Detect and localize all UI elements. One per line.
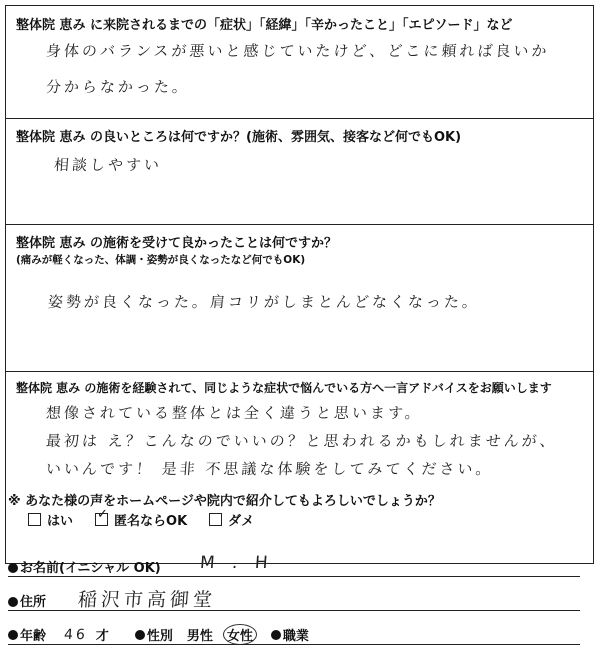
answer-4-line-1: 想像されている整体とは全く違うと思います。 [45, 404, 424, 422]
answer-2-line-1: 相談しやすい [53, 156, 163, 174]
age-value: 46 [63, 626, 89, 643]
address-label: 住所 [20, 595, 47, 610]
checkbox-checked-icon[interactable] [95, 513, 108, 526]
bullet-icon [8, 597, 18, 607]
address-value: 稲沢市高御堂 [77, 589, 217, 611]
gender-option-male[interactable]: 男性 [186, 629, 213, 644]
section-divider [6, 371, 593, 372]
name-label: お名前(イニシャル OK) [20, 561, 161, 576]
consent-option-label: ダメ [228, 514, 255, 529]
underline [8, 610, 580, 611]
question-1: 整体院 恵み に来院されるまでの「症状」「経緯」「辛かったこと」「エピソード」など [16, 18, 513, 33]
age-unit: 才 [95, 629, 109, 644]
answer-4-line-3: いいんです！ 是非 不思議な体験をしてみてください。 [45, 460, 495, 478]
consent-question: ※ あなた様の声をホームページや院内で紹介してもよろしいでしょうか？ [8, 494, 441, 509]
consent-option-label: 匿名ならOK [114, 514, 188, 529]
bullet-icon [271, 630, 281, 640]
testimonial-form [5, 5, 594, 564]
consent-option-no[interactable] [209, 510, 254, 529]
gender-option-female-selected[interactable]: 女性 [223, 624, 257, 645]
age-label: 年齢 [20, 629, 47, 644]
underline [8, 576, 580, 577]
answer-1-line-1: 身体のバランスが悪いと感じていたけど、どこに頼れば良いか [45, 42, 551, 60]
section-divider [6, 224, 593, 225]
question-3-subtext: (痛みが軽くなった、体調・姿勢が良くなったなど何でもOK) [16, 254, 306, 266]
checkbox-icon[interactable] [209, 513, 222, 526]
bullet-icon [8, 563, 18, 573]
underline [8, 644, 580, 645]
checkbox-icon[interactable] [28, 513, 41, 526]
consent-options [28, 510, 254, 529]
question-4: 整体院 恵み の施術を経験されて、同じような症状で悩んでいる方へ一言アドバイスをお願いします [16, 381, 552, 395]
consent-option-yes[interactable] [28, 510, 73, 529]
consent-option-anonymous[interactable] [95, 510, 187, 529]
answer-4-line-2: 最初は え？こんなのでいいの？と思われるかもしれませんが、 [45, 432, 559, 450]
bullet-icon [8, 630, 18, 640]
name-value: M . H [199, 553, 275, 573]
question-3: 整体院 恵み の施術を受けて良かったことは何ですか？ [16, 236, 338, 251]
name-field [8, 557, 161, 576]
demographics-row [8, 624, 309, 645]
occupation-label: 職業 [282, 629, 309, 644]
answer-3-line-1: 姿勢が良くなった。肩コリがしまとんどなくなった。 [47, 293, 481, 311]
answer-1-line-2: 分からなかった。 [45, 78, 191, 96]
question-2: 整体院 恵み の良いところは何ですか？(施術、雰囲気、接客など何でもOK) [16, 130, 462, 145]
address-field [8, 591, 46, 610]
gender-label: 性別 [146, 629, 173, 644]
consent-option-label: はい [47, 514, 74, 529]
section-divider [6, 118, 593, 119]
bullet-icon [135, 630, 145, 640]
